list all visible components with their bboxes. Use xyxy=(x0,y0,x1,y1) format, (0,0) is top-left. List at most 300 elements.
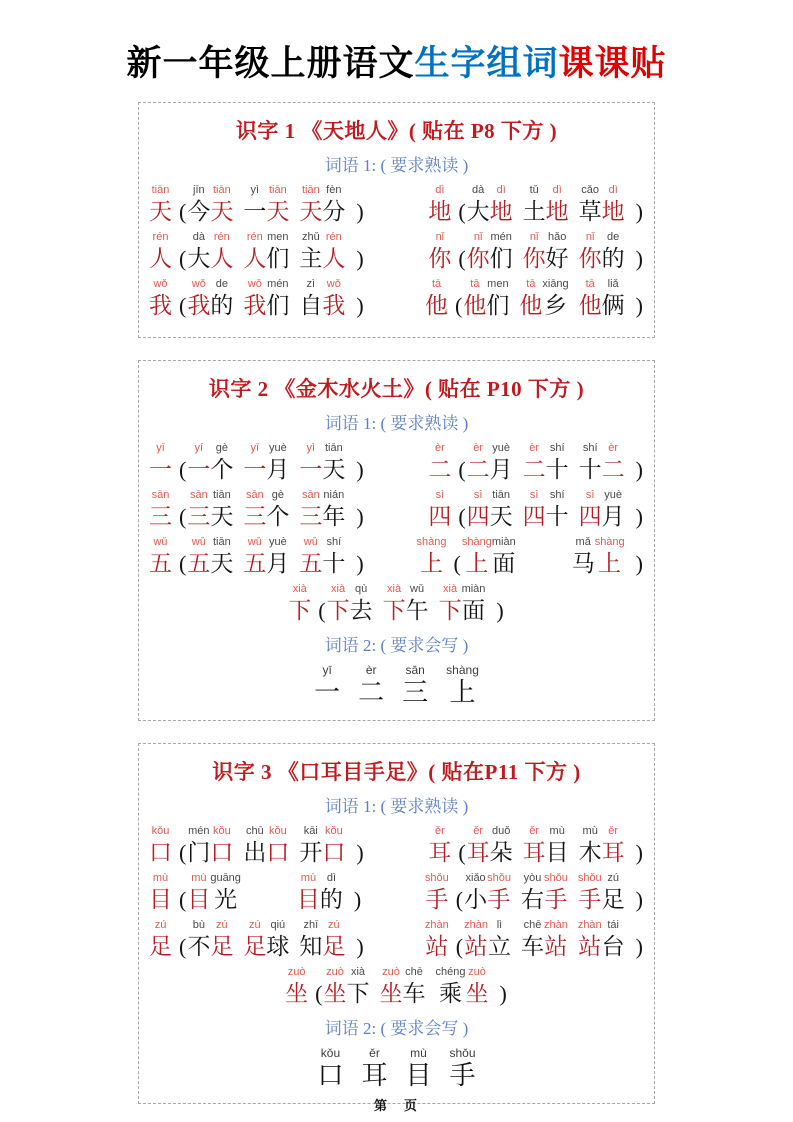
head-character xyxy=(285,966,308,1008)
pinyin-label: tiān xyxy=(301,184,320,196)
head-character xyxy=(417,536,447,578)
hanzi-char: 台 xyxy=(601,934,625,959)
hanzi-char: 你 xyxy=(428,246,452,271)
hanzi-char: 站 xyxy=(425,934,449,959)
pinyin-label: liǎ xyxy=(607,278,619,290)
syllable xyxy=(488,919,511,961)
syllable xyxy=(324,966,347,1008)
pinyin-label: mǎ xyxy=(575,536,591,548)
syllable xyxy=(210,278,233,320)
syllable xyxy=(463,278,486,320)
hanzi-char: 门 xyxy=(187,840,211,865)
hanzi-char: 你 xyxy=(578,246,602,271)
lesson-title: 识字 2 《金木水火土》( 贴在 P10 下方 ) xyxy=(208,377,585,401)
word xyxy=(467,825,513,867)
open-paren: ( xyxy=(179,551,187,576)
syllable xyxy=(544,872,568,914)
syllable xyxy=(465,966,488,1008)
syllable xyxy=(210,919,233,961)
syllable xyxy=(579,278,602,320)
syllable xyxy=(361,1047,387,1091)
hanzi-char: 年 xyxy=(322,504,346,529)
syllable xyxy=(322,184,345,226)
syllable xyxy=(602,872,625,914)
word xyxy=(578,919,625,961)
hanzi-char: 们 xyxy=(486,293,510,318)
hanzi-char: 一 xyxy=(187,457,211,482)
pinyin-label: tǔ xyxy=(529,184,539,196)
pinyin-label: rén xyxy=(246,231,263,243)
word-row xyxy=(149,278,644,320)
word-row xyxy=(149,583,644,625)
word xyxy=(380,966,426,1008)
syllable xyxy=(602,919,625,961)
hanzi-char: 俩 xyxy=(601,293,625,318)
word-group xyxy=(149,231,365,273)
open-paren: ( xyxy=(455,293,463,318)
hanzi-char: 月 xyxy=(489,457,513,482)
word xyxy=(383,583,429,625)
syllable xyxy=(542,278,568,320)
pinyin-label: nǐ xyxy=(529,231,539,243)
syllable xyxy=(578,872,602,914)
hanzi-char: 车 xyxy=(520,934,544,959)
syllable xyxy=(405,1047,431,1091)
head-character xyxy=(425,278,448,320)
pinyin-label: mù xyxy=(300,872,317,884)
title-part: 生字组词 xyxy=(414,44,559,83)
pinyin-label: chéng xyxy=(435,966,466,978)
hanzi-char: 下 xyxy=(382,598,406,623)
word xyxy=(243,442,289,484)
syllable xyxy=(546,825,569,867)
hanzi-char: 马 xyxy=(571,551,595,576)
open-paren: ( xyxy=(179,887,187,912)
word-group xyxy=(149,919,365,961)
head-character xyxy=(428,184,451,226)
pinyin-label: èr xyxy=(608,442,619,454)
open-paren: ( xyxy=(455,934,464,959)
lesson-subtitle-read: 词语 1: ( 要求熟读 ) xyxy=(324,156,469,175)
head-character xyxy=(288,583,311,625)
hanzi-char: 们 xyxy=(489,246,513,271)
word xyxy=(187,231,233,273)
open-paren: ( xyxy=(458,246,466,271)
pinyin-label: qù xyxy=(354,583,368,595)
pinyin-label: sān xyxy=(245,489,264,501)
hanzi-char: 口 xyxy=(317,1061,344,1090)
syllable xyxy=(546,184,569,226)
pinyin-label: zhàn xyxy=(464,919,488,931)
pinyin-label: xià xyxy=(443,583,458,595)
hanzi-char: 立 xyxy=(487,934,511,959)
head-character xyxy=(149,489,172,531)
word xyxy=(299,231,345,273)
syllable xyxy=(299,919,322,961)
hanzi-char: 口 xyxy=(210,840,234,865)
pinyin-label: shǒu xyxy=(577,872,602,884)
syllable xyxy=(487,872,511,914)
pinyin-label: nián xyxy=(323,489,345,501)
syllable xyxy=(406,583,429,625)
hanzi-char: 天 xyxy=(299,199,323,224)
hanzi-char: 今 xyxy=(187,199,211,224)
close-paren: ) xyxy=(635,504,643,529)
syllable xyxy=(243,919,266,961)
syllable xyxy=(467,825,490,867)
word-group xyxy=(149,872,362,914)
syllable xyxy=(380,966,403,1008)
hanzi-char: 下 xyxy=(438,598,462,623)
pinyin-label: yuè xyxy=(604,489,623,501)
word-rows xyxy=(147,442,646,625)
word-group xyxy=(425,919,644,961)
close-paren: ) xyxy=(635,887,643,912)
hanzi-char: 目 xyxy=(545,840,569,865)
pinyin-label: mén xyxy=(490,231,512,243)
pinyin-label: kǒu xyxy=(212,825,231,837)
hanzi-char: 你 xyxy=(522,246,546,271)
word-group xyxy=(425,872,644,914)
pinyin-label: yī xyxy=(250,442,260,454)
hanzi-char: 自 xyxy=(299,293,323,318)
lesson-sections xyxy=(0,102,793,1104)
syllable xyxy=(446,664,479,708)
pinyin-label: zuò xyxy=(326,966,344,978)
hanzi-char: 目 xyxy=(187,887,211,912)
syllable xyxy=(210,231,233,273)
pinyin-label: guāng xyxy=(210,872,241,884)
head-character xyxy=(149,184,172,226)
pinyin-label: xiāng xyxy=(542,278,569,290)
open-paren: ( xyxy=(179,246,187,271)
pinyin-label: shǒu xyxy=(487,872,511,884)
word xyxy=(327,583,373,625)
pinyin-label: ěr xyxy=(529,825,540,837)
word-group xyxy=(149,442,365,484)
pinyin-label: mù xyxy=(582,825,598,837)
pinyin-label: men xyxy=(267,231,289,243)
pinyin-label: nǐ xyxy=(435,231,445,243)
word-group xyxy=(428,442,644,484)
hanzi-char: 上 xyxy=(465,551,489,576)
word xyxy=(579,184,625,226)
pinyin-label: zú xyxy=(328,919,340,931)
hanzi-char: 出 xyxy=(243,840,267,865)
hanzi-char: 月 xyxy=(266,457,290,482)
pinyin-label: tā xyxy=(526,278,536,290)
syllable xyxy=(383,583,406,625)
syllable xyxy=(299,825,322,867)
pinyin-label: xià xyxy=(331,583,346,595)
pinyin-label: nǐ xyxy=(585,231,595,243)
hanzi-char: 十 xyxy=(545,504,569,529)
head-character xyxy=(428,442,451,484)
hanzi-char: 月 xyxy=(266,551,290,576)
lesson-box xyxy=(138,743,655,1104)
pinyin-label: kāi xyxy=(303,825,318,837)
close-paren: ) xyxy=(353,887,362,912)
pinyin-label: yī xyxy=(156,442,165,454)
syllable xyxy=(299,442,322,484)
pinyin-label: dì xyxy=(552,184,562,196)
word xyxy=(243,231,289,273)
pinyin-label: de xyxy=(215,278,228,290)
word xyxy=(579,442,625,484)
hanzi-char: 天 xyxy=(322,457,346,482)
hanzi-char: 知 xyxy=(299,934,323,959)
syllable xyxy=(187,825,210,867)
hanzi-char: 耳 xyxy=(522,840,546,865)
syllable xyxy=(486,278,509,320)
hanzi-char: 口 xyxy=(322,840,346,865)
word xyxy=(579,489,625,531)
hanzi-char: 面 xyxy=(492,551,516,576)
word-row xyxy=(149,489,644,531)
word xyxy=(187,184,233,226)
close-paren: ) xyxy=(635,551,643,576)
word xyxy=(187,442,233,484)
pinyin-label: tā xyxy=(470,278,480,290)
syllable xyxy=(572,536,595,578)
open-paren: ( xyxy=(453,551,461,576)
word-rows xyxy=(147,184,646,320)
pinyin-label: tiān xyxy=(212,489,231,501)
hanzi-char: 他 xyxy=(425,293,449,318)
syllable xyxy=(602,184,625,226)
syllable xyxy=(266,536,289,578)
pinyin-label: shí xyxy=(549,442,565,454)
syllable xyxy=(579,442,602,484)
hanzi-char: 你 xyxy=(466,246,490,271)
hanzi-char: 一 xyxy=(314,678,341,707)
hanzi-char: 小 xyxy=(464,887,488,912)
pinyin-label: dì xyxy=(326,872,337,884)
syllable xyxy=(210,825,233,867)
word xyxy=(297,872,343,914)
pinyin-label: chē xyxy=(523,919,542,931)
word xyxy=(463,278,509,320)
syllable xyxy=(314,664,340,708)
word xyxy=(521,872,568,914)
hanzi-char: 木 xyxy=(578,840,602,865)
head-character xyxy=(149,536,172,578)
head-character xyxy=(428,231,451,273)
pinyin-label: mù xyxy=(152,872,169,884)
hanzi-char: 手 xyxy=(544,887,568,912)
hanzi-char: 站 xyxy=(464,934,488,959)
hanzi-char: 五 xyxy=(149,551,172,576)
pinyin-label: chē xyxy=(405,966,423,978)
syllable xyxy=(243,442,266,484)
close-paren: ) xyxy=(635,457,643,482)
pinyin-label: kǒu xyxy=(151,825,170,837)
pinyin-label: shàng xyxy=(461,536,492,548)
syllable xyxy=(322,536,345,578)
word-row xyxy=(149,184,644,226)
pinyin-label: wǒ xyxy=(191,278,206,290)
hanzi-char: 口 xyxy=(149,840,172,865)
pinyin-label: yī xyxy=(322,663,332,677)
syllable xyxy=(299,489,322,531)
syllable xyxy=(266,278,289,320)
syllable xyxy=(546,489,569,531)
pinyin-label: mù xyxy=(549,825,565,837)
close-paren: ) xyxy=(635,934,643,959)
pinyin-label: dì xyxy=(608,184,618,196)
syllable xyxy=(467,231,490,273)
hanzi-char: 个 xyxy=(266,504,290,529)
hanzi-char: 我 xyxy=(322,293,346,318)
lesson-subtitle-write: 词语 2: ( 要求会写 ) xyxy=(324,636,469,655)
syllable xyxy=(322,231,345,273)
pinyin-label: zú xyxy=(249,919,261,931)
pinyin-label: zhàn xyxy=(543,919,568,931)
syllable xyxy=(266,231,289,273)
hanzi-char: 天 xyxy=(210,199,234,224)
hanzi-char: 十 xyxy=(545,457,569,482)
word xyxy=(299,536,345,578)
hanzi-char: 不 xyxy=(187,934,211,959)
pinyin-label: bù xyxy=(192,919,205,931)
hanzi-char: 五 xyxy=(243,551,267,576)
hanzi-char: 三 xyxy=(187,504,211,529)
head-character xyxy=(149,442,172,484)
pinyin-label: xià xyxy=(350,966,366,978)
hanzi-char: 二 xyxy=(428,457,452,482)
word xyxy=(467,442,513,484)
word xyxy=(572,536,625,578)
open-paren: ( xyxy=(458,840,466,865)
page-footer: 第 页 xyxy=(373,1098,419,1113)
word-group xyxy=(425,278,644,320)
head-character xyxy=(428,825,451,867)
syllable xyxy=(602,231,625,273)
syllable xyxy=(243,231,266,273)
title-part: 新一年级上册语文 xyxy=(126,44,415,83)
syllable xyxy=(347,966,370,1008)
hanzi-char: 天 xyxy=(210,551,234,576)
hanzi-char: 他 xyxy=(578,293,602,318)
pinyin-label: mù xyxy=(191,872,207,884)
syllable xyxy=(322,825,345,867)
word xyxy=(523,825,569,867)
lesson-subtitle-write: 词语 2: ( 要求会写 ) xyxy=(324,1019,469,1038)
hanzi-char: 足 xyxy=(210,934,234,959)
syllable xyxy=(266,184,289,226)
hanzi-char: 我 xyxy=(187,293,211,318)
syllable xyxy=(546,231,569,273)
lesson-title: 识字 3 《口耳目手足》( 贴在P11 下方 ) xyxy=(212,760,581,784)
hanzi-char: 我 xyxy=(149,293,172,318)
word xyxy=(467,489,513,531)
syllable xyxy=(521,872,544,914)
hanzi-char: 四 xyxy=(522,504,546,529)
word xyxy=(187,872,241,914)
syllable xyxy=(358,664,384,708)
syllable xyxy=(492,536,516,578)
hanzi-char: 口 xyxy=(266,840,290,865)
hanzi-char: 上 xyxy=(420,551,444,576)
pinyin-label: yì xyxy=(306,442,316,454)
pinyin-label: rén xyxy=(152,231,169,243)
close-paren: ) xyxy=(635,293,643,318)
syllable xyxy=(464,919,488,961)
syllable xyxy=(450,1047,476,1091)
pinyin-label: tiān xyxy=(212,536,231,548)
syllable xyxy=(322,919,345,961)
close-paren: ) xyxy=(356,246,364,271)
hanzi-char: 人 xyxy=(210,246,234,271)
pinyin-label: tiān xyxy=(151,184,170,196)
word-group xyxy=(428,825,644,867)
word xyxy=(436,966,489,1008)
close-paren: ) xyxy=(635,199,643,224)
write-practice-row xyxy=(147,1047,646,1091)
pinyin-label: zhàn xyxy=(424,919,449,931)
pinyin-label: shǒu xyxy=(543,872,568,884)
hanzi-char: 足 xyxy=(243,934,267,959)
hanzi-char: 午 xyxy=(405,598,429,623)
pinyin-label: dì xyxy=(496,184,506,196)
syllable xyxy=(490,489,513,531)
syllable xyxy=(519,278,542,320)
pinyin-label: miàn xyxy=(491,536,516,548)
syllable xyxy=(266,489,289,531)
word xyxy=(467,231,513,273)
hanzi-char: 地 xyxy=(428,199,452,224)
hanzi-char: 四 xyxy=(578,504,602,529)
pinyin-label: zú xyxy=(154,919,167,931)
hanzi-char: 的 xyxy=(210,293,234,318)
close-paren: ) xyxy=(356,934,364,959)
word xyxy=(187,536,233,578)
syllable xyxy=(403,966,426,1008)
pinyin-label: mén xyxy=(188,825,210,837)
pinyin-label: yuè xyxy=(268,536,287,548)
syllable xyxy=(467,489,490,531)
hanzi-char: 他 xyxy=(463,293,487,318)
hanzi-char: 们 xyxy=(266,293,290,318)
word xyxy=(523,184,569,226)
pinyin-label: yì xyxy=(250,184,260,196)
syllable xyxy=(187,231,210,273)
pinyin-label: wǒ xyxy=(247,278,262,290)
open-paren: ( xyxy=(458,457,466,482)
pinyin-label: sì xyxy=(529,489,539,501)
lesson-box xyxy=(138,102,655,338)
pinyin-label: sì xyxy=(435,489,445,501)
hanzi-char: 下 xyxy=(346,981,370,1006)
pinyin-label: shí xyxy=(549,489,565,501)
hanzi-char: 足 xyxy=(322,934,346,959)
word-row xyxy=(149,966,644,1008)
hanzi-char: 好 xyxy=(545,246,569,271)
hanzi-char: 右 xyxy=(520,887,544,912)
word xyxy=(299,184,345,226)
hanzi-char: 主 xyxy=(299,246,323,271)
pinyin-label: èr xyxy=(529,442,540,454)
open-paren: ( xyxy=(179,840,187,865)
pinyin-label: kǒu xyxy=(320,1046,341,1060)
pinyin-label: qiú xyxy=(270,919,286,931)
syllable xyxy=(299,278,322,320)
hanzi-char: 三 xyxy=(402,678,429,707)
hanzi-char: 一 xyxy=(243,457,267,482)
pinyin-label: ěr xyxy=(608,825,619,837)
hanzi-char: 三 xyxy=(243,504,267,529)
word-row xyxy=(149,872,644,914)
